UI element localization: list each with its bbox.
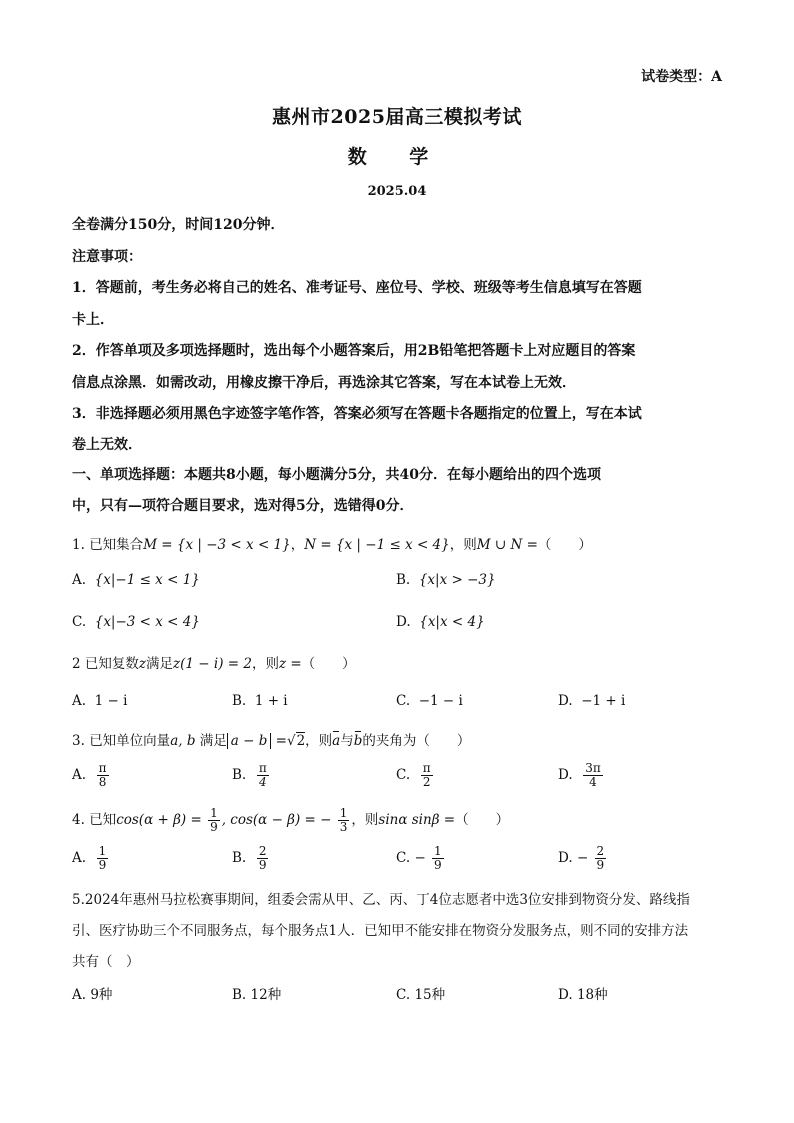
question-2-option-d: D. −1 + i — [558, 693, 626, 709]
question-2-option-c: C. −1 − i — [396, 693, 463, 709]
question-1-option-b: B. {x|x > −3} — [396, 572, 496, 588]
question-5-option-d: D. 18种 — [558, 987, 608, 1003]
notes-heading: 注意事项： — [72, 249, 142, 265]
subject-title: 数 学 — [347, 146, 447, 168]
question-1-stem: 1. 已知集合M = {x | −3 < x < 1}，N = {x | −1 ≤ x < 4}，则M ∪ N =（ ） — [72, 537, 592, 553]
note-3-line1: 3．非选择题必须用黑色字迹签字笔作答，答案必须写在答题卡各题指定的位置上，写在本试 — [72, 406, 642, 422]
question-5-line3: 共有（ ） — [72, 954, 140, 970]
question-3-option-b: B. $\frac{\pi}{4}$ — [232, 761, 267, 789]
question-3-stem: 3. 已知单位向量a, b 满足 a − b =√2，则a与b的夹角为（ ） — [72, 733, 471, 749]
question-3-option-c: C. $\frac{\pi}{2}$ — [396, 761, 431, 789]
question-4-option-a: A. $\frac{1}{9}$ — [72, 844, 107, 872]
score-time: 全卷满分150分，时间120分钟． — [72, 217, 285, 233]
note-2-line1: 2．作答单项及多项选择题时，选出每个小题答案后，用2B铅笔把答题卡上对应题目的答案 — [72, 343, 636, 359]
question-5-line1: 5.2024年惠州马拉松赛事期间，组委会需从甲、乙、丙、丁4位志愿者中选3位安排到物资分发、路线指 — [72, 892, 690, 908]
question-3-option-a: A. $\frac{\pi}{8}$ — [72, 761, 107, 789]
exam-date: 2025.04 — [367, 184, 427, 199]
question-2-stem: 2 已知复数z满足z(1 − i) = 2，则z =（ ） — [72, 656, 356, 672]
question-1-option-d: D. {x|x < 4} — [396, 614, 485, 630]
note-1-line2: 卡上． — [72, 312, 114, 328]
question-5-option-b: B. 12种 — [232, 987, 282, 1003]
paper-type-label: 试卷类型：A — [641, 69, 722, 85]
question-2-option-b: B. 1 + i — [232, 693, 288, 709]
question-5-option-c: C. 15种 — [396, 987, 446, 1003]
question-1-option-c: C. {x|−3 < x < 4} — [72, 614, 200, 630]
question-4-option-d: D. − $\frac{2}{9}$ — [558, 844, 605, 872]
exam-title: 惠州市2025届高三模拟考试 — [272, 106, 522, 128]
note-2-line2: 信息点涂黑．如需改动，用橡皮擦干净后，再选涂其它答案，写在本试卷上无效． — [72, 375, 576, 391]
question-3-option-d: D. $\frac{3\pi}{4}$ — [558, 761, 601, 789]
section1-line2: 中，只有—项符合题目要求，选对得5分，选错得0分． — [72, 498, 414, 514]
question-5-option-a: A. 9种 — [72, 987, 113, 1003]
question-4-option-b: B. $\frac{2}{9}$ — [232, 844, 267, 872]
question-5-line2: 引、医疗协助三个不同服务点，每个服务点1人．已知甲不能安排在物资分发服务点，则不同的安排方法 — [72, 923, 689, 939]
question-4-stem: 4. 已知cos(α + β) = $\frac{1}{9}$ , cos(α − β) = − $\frac{1}{3}$ ，则sinα sinβ =（ ） — [72, 806, 510, 834]
question-2-option-a: A. 1 − i — [72, 693, 128, 709]
section1-line1: 一、单项选择题：本题共8小题，每小题满分5分，共40分．在每小题给出的四个选项 — [72, 467, 601, 483]
note-1-line1: 1．答题前，考生务必将自己的姓名、准考证号、座位号、学校、班级等考生信息填写在答题 — [72, 280, 642, 296]
note-3-line2: 卷上无效． — [72, 437, 142, 453]
question-4-option-c: C. − $\frac{1}{9}$ — [396, 844, 442, 872]
question-1-option-a: A. {x|−1 ≤ x < 1} — [72, 572, 200, 588]
